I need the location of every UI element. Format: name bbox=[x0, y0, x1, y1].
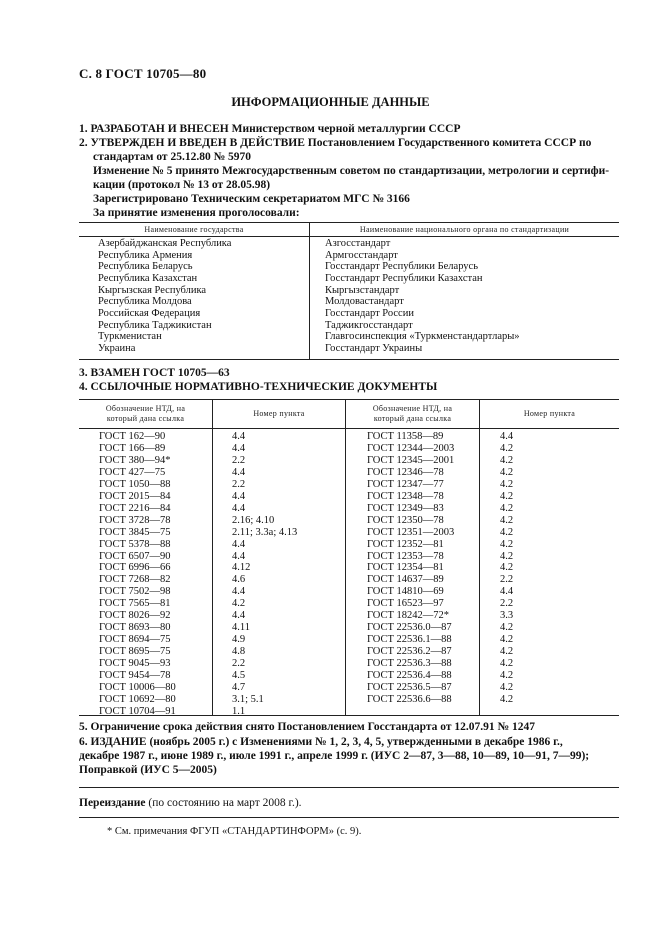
ref-doc: ГОСТ 8693—80 bbox=[99, 622, 171, 634]
table-rule-bottom bbox=[79, 359, 619, 360]
ref-item: 4.9 bbox=[232, 634, 246, 646]
standards-body: Госстандарт Республики Казахстан bbox=[325, 272, 483, 284]
item-4: 4. ССЫЛОЧНЫЕ НОРМАТИВНО-ТЕХНИЧЕСКИЕ ДОКУМЕНТЫ bbox=[79, 381, 438, 393]
ref-doc: ГОСТ 1050—88 bbox=[99, 478, 171, 490]
ref-doc: ГОСТ 3845—75 bbox=[99, 526, 171, 538]
refs-h-item-left: Номер пункта bbox=[253, 409, 305, 418]
table-rule-header bbox=[79, 236, 619, 237]
ref-doc: ГОСТ 8695—75 bbox=[99, 646, 171, 658]
ref-item: 2.11; 3.3а; 4.13 bbox=[232, 526, 298, 538]
ref-doc: ГОСТ 12351—2003 bbox=[367, 526, 455, 538]
ref-item: 4.2 bbox=[500, 514, 514, 526]
table-rule-top bbox=[79, 222, 619, 223]
ref-doc: ГОСТ 10692—80 bbox=[99, 693, 176, 705]
ref-item: 3.3 bbox=[500, 610, 514, 622]
ref-doc: ГОСТ 22536.5—87 bbox=[367, 681, 452, 693]
ref-doc: ГОСТ 9454—78 bbox=[99, 670, 171, 681]
ref-doc: ГОСТ 380—94* bbox=[99, 454, 171, 466]
ref-item: 4.4 bbox=[500, 431, 514, 442]
ref-doc: ГОСТ 2015—84 bbox=[99, 490, 171, 502]
standards-body: Молдовастандарт bbox=[325, 296, 404, 308]
ref-doc: ГОСТ 12352—81 bbox=[367, 538, 444, 550]
rule-above-footnote bbox=[79, 817, 619, 818]
ref-doc: ГОСТ 11358—89 bbox=[367, 431, 444, 442]
ref-doc: ГОСТ 14637—89 bbox=[367, 574, 444, 586]
ref-doc: ГОСТ 3728—78 bbox=[99, 514, 171, 526]
ref-doc: ГОСТ 12346—78 bbox=[367, 466, 444, 478]
ref-item: 2.2 bbox=[500, 574, 514, 586]
ref-item: 2.16; 4.10 bbox=[232, 514, 275, 526]
refs-h-doc-left-2: который дана ссылка bbox=[106, 414, 185, 423]
ref-doc: ГОСТ 10704—91 bbox=[99, 705, 176, 717]
ref-item: 4.4 bbox=[500, 586, 514, 598]
ref-doc: ГОСТ 7565—81 bbox=[99, 598, 171, 610]
ref-item: 2.2 bbox=[232, 658, 246, 670]
ref-item: 4.7 bbox=[232, 681, 246, 693]
refs-h-doc-right-1: Обозначение НТД, на bbox=[372, 404, 453, 413]
ref-item: 4.2 bbox=[500, 454, 514, 466]
ref-item: 2.2 bbox=[500, 598, 514, 610]
item-5: 5. Ограничение срока действия снято Постановлением Госстандарта от 12.07.91 № 1247 bbox=[79, 721, 535, 733]
ref-doc: ГОСТ 22536.0—87 bbox=[367, 622, 452, 634]
ref-item: 4.2 bbox=[500, 622, 514, 634]
amendment-line-1: Изменение № 5 принято Межгосударственным советом по стандартизации, метрологии и сертифи- bbox=[93, 165, 610, 177]
ref-item: 4.4 bbox=[232, 490, 246, 502]
refs-h-item-right: Номер пункта bbox=[523, 409, 576, 418]
standards-body: Госстандарт России bbox=[325, 307, 414, 319]
item-1: 1. РАЗРАБОТАН И ВНЕСЕН Министерством черной металлургии СССР bbox=[79, 123, 461, 135]
ref-item: 4.2 bbox=[500, 466, 514, 478]
state-name: Республика Молдова bbox=[98, 296, 192, 308]
state-name: Республика Таджикистан bbox=[98, 319, 212, 331]
ref-doc: ГОСТ 12345—2001 bbox=[367, 454, 455, 466]
ref-item: 4.2 bbox=[500, 442, 514, 454]
ref-item: 4.4 bbox=[232, 431, 246, 442]
ref-item: 4.4 bbox=[232, 442, 246, 454]
ref-doc: ГОСТ 12353—78 bbox=[367, 550, 444, 562]
ref-doc: ГОСТ 22536.1—88 bbox=[367, 634, 452, 646]
state-name: Азербайджанская Республика bbox=[98, 238, 232, 249]
ref-item: 4.4 bbox=[232, 538, 246, 550]
states-col2-header: Наименование национального органа по стандартизации bbox=[359, 225, 570, 234]
state-name: Украина bbox=[98, 342, 136, 354]
ref-doc: ГОСТ 22536.4—88 bbox=[367, 670, 452, 681]
state-name: Российская Федерация bbox=[98, 307, 201, 319]
ref-doc: ГОСТ 12350—78 bbox=[367, 514, 444, 526]
ref-doc: ГОСТ 7268—82 bbox=[99, 574, 171, 586]
standards-body: Азгосстандарт bbox=[325, 238, 391, 249]
refs-h-doc-right-2: который дана ссылка bbox=[373, 414, 452, 423]
ref-item: 4.4 bbox=[232, 502, 246, 514]
ref-item: 4.2 bbox=[500, 646, 514, 658]
state-name: Республика Казахстан bbox=[98, 272, 198, 284]
state-name: Республика Армения bbox=[98, 249, 193, 261]
ref-item: 4.4 bbox=[232, 586, 246, 598]
ref-doc: ГОСТ 5378—88 bbox=[99, 538, 171, 550]
ref-doc: ГОСТ 10006—80 bbox=[99, 681, 176, 693]
standards-body: Главгосинспекция «Туркменстандартлары» bbox=[325, 331, 520, 343]
refs-divider-3 bbox=[479, 399, 480, 715]
amendment-line-2: кации (протокол № 13 от 28.05.98) bbox=[93, 179, 271, 191]
state-name: Туркменистан bbox=[98, 331, 162, 343]
ref-doc: ГОСТ 8694—75 bbox=[99, 634, 171, 646]
ref-doc: ГОСТ 9045—93 bbox=[99, 658, 171, 670]
page-title: ИНФОРМАЦИОННЫЕ ДАННЫЕ bbox=[231, 95, 430, 109]
ref-doc: ГОСТ 12347—77 bbox=[367, 478, 444, 490]
footnote: * См. примечания ФГУП «СТАНДАРТИНФОРМ» (с. 9). bbox=[107, 826, 362, 837]
ref-item: 1.1 bbox=[232, 705, 246, 717]
state-name: Кыргызская Республика bbox=[98, 284, 207, 296]
ref-doc: ГОСТ 12349—83 bbox=[367, 502, 444, 514]
standards-body: Таджикгосстандарт bbox=[325, 319, 413, 331]
item-3: 3. ВЗАМЕН ГОСТ 10705—63 bbox=[79, 367, 230, 379]
ref-doc: ГОСТ 22536.6—88 bbox=[367, 693, 452, 705]
ref-doc: ГОСТ 12348—78 bbox=[367, 490, 444, 502]
ref-item: 4.12 bbox=[232, 562, 251, 574]
ref-doc: ГОСТ 7502—98 bbox=[99, 586, 171, 598]
ref-item: 4.2 bbox=[232, 598, 246, 610]
refs-divider-2 bbox=[345, 399, 346, 715]
ref-item: 4.6 bbox=[232, 574, 246, 586]
ref-item: 4.2 bbox=[500, 478, 514, 490]
ref-doc: ГОСТ 166—89 bbox=[99, 442, 166, 454]
ref-item: 4.2 bbox=[500, 502, 514, 514]
ref-item: 4.2 bbox=[500, 670, 514, 681]
ref-item: 4.2 bbox=[500, 526, 514, 538]
ref-item: 4.2 bbox=[500, 658, 514, 670]
ref-doc: ГОСТ 8026—92 bbox=[99, 610, 171, 622]
ref-doc: ГОСТ 6507—90 bbox=[99, 550, 171, 562]
item-6-line-2: декабре 1987 г., июне 1989 г., июле 1991 г., апреле 1999 г. (ИУС 2—87, 3—88, 10—89, 10—91, 7—99); bbox=[79, 750, 590, 762]
ref-doc: ГОСТ 12344—2003 bbox=[367, 442, 455, 454]
ref-doc: ГОСТ 16523—97 bbox=[367, 598, 444, 610]
item-6-line-1: 6. ИЗДАНИЕ (ноябрь 2005 г.) с Изменениями № 1, 2, 3, 4, 5, утвержденными в декабре 1986 г., bbox=[79, 736, 563, 748]
ref-doc: ГОСТ 12354—81 bbox=[367, 562, 444, 574]
ref-doc: ГОСТ 427—75 bbox=[99, 466, 166, 478]
ref-item: 4.8 bbox=[232, 646, 246, 658]
state-name: Республика Беларусь bbox=[98, 261, 193, 273]
ref-item: 2.2 bbox=[232, 454, 246, 466]
ref-item: 4.2 bbox=[500, 693, 514, 705]
ref-doc: ГОСТ 6996—66 bbox=[99, 562, 171, 574]
ref-item: 2.2 bbox=[232, 478, 246, 490]
standards-body: Армгосстандарт bbox=[325, 249, 398, 261]
ref-doc: ГОСТ 2216—84 bbox=[99, 502, 171, 514]
refs-h-doc-left-1: Обозначение НТД, на bbox=[105, 404, 186, 413]
voted-note: За принятие изменения проголосовали: bbox=[93, 207, 300, 219]
ref-doc: ГОСТ 22536.3—88 bbox=[367, 658, 452, 670]
ref-item: 4.2 bbox=[500, 538, 514, 550]
ref-doc: ГОСТ 162—90 bbox=[99, 431, 166, 442]
states-col1-header: Наименование государства bbox=[144, 225, 244, 234]
standards-body: Кыргызстандарт bbox=[325, 284, 400, 296]
reissue-note bbox=[79, 797, 302, 809]
refs-divider-1 bbox=[212, 399, 213, 715]
reissue-rest: (по состоянию на март 2008 г.). bbox=[145, 797, 302, 809]
registration-note: Зарегистрировано Техническим секретариатом МГС № 3166 bbox=[93, 193, 410, 205]
refs-rule-top bbox=[79, 399, 619, 400]
ref-item: 4.5 bbox=[232, 670, 246, 681]
standards-body: Госстандарт Украины bbox=[325, 342, 423, 354]
running-head: С. 8 ГОСТ 10705—80 bbox=[79, 66, 207, 81]
reissue-bold: Переиздание bbox=[79, 797, 146, 809]
ref-doc: ГОСТ 18242—72* bbox=[367, 610, 450, 622]
ref-item: 4.2 bbox=[500, 550, 514, 562]
ref-item: 4.2 bbox=[500, 681, 514, 693]
item-6-line-3: Поправкой (ИУС 5—2005) bbox=[79, 764, 217, 776]
refs-rule-header bbox=[79, 428, 619, 429]
item-2-line-1: 2. УТВЕРЖДЕН И ВВЕДЕН В ДЕЙСТВИЕ Постановлением Государственного комитета СССР по bbox=[79, 137, 592, 149]
ref-doc: ГОСТ 22536.2—87 bbox=[367, 646, 452, 658]
ref-item: 4.4 bbox=[232, 466, 246, 478]
ref-doc: ГОСТ 14810—69 bbox=[367, 586, 444, 598]
item-2-line-2: стандартам от 25.12.80 № 5970 bbox=[93, 151, 252, 163]
ref-item: 3.1; 5.1 bbox=[232, 693, 264, 705]
rule-above-reissue bbox=[79, 787, 619, 788]
ref-item: 4.2 bbox=[500, 490, 514, 502]
ref-item: 4.2 bbox=[500, 562, 514, 574]
standards-body: Госстандарт Республики Беларусь bbox=[325, 261, 479, 273]
ref-item: 4.11 bbox=[232, 622, 250, 634]
ref-item: 4.4 bbox=[232, 610, 246, 622]
table-column-divider bbox=[309, 222, 310, 359]
ref-item: 4.4 bbox=[232, 550, 246, 562]
ref-item: 4.2 bbox=[500, 634, 514, 646]
